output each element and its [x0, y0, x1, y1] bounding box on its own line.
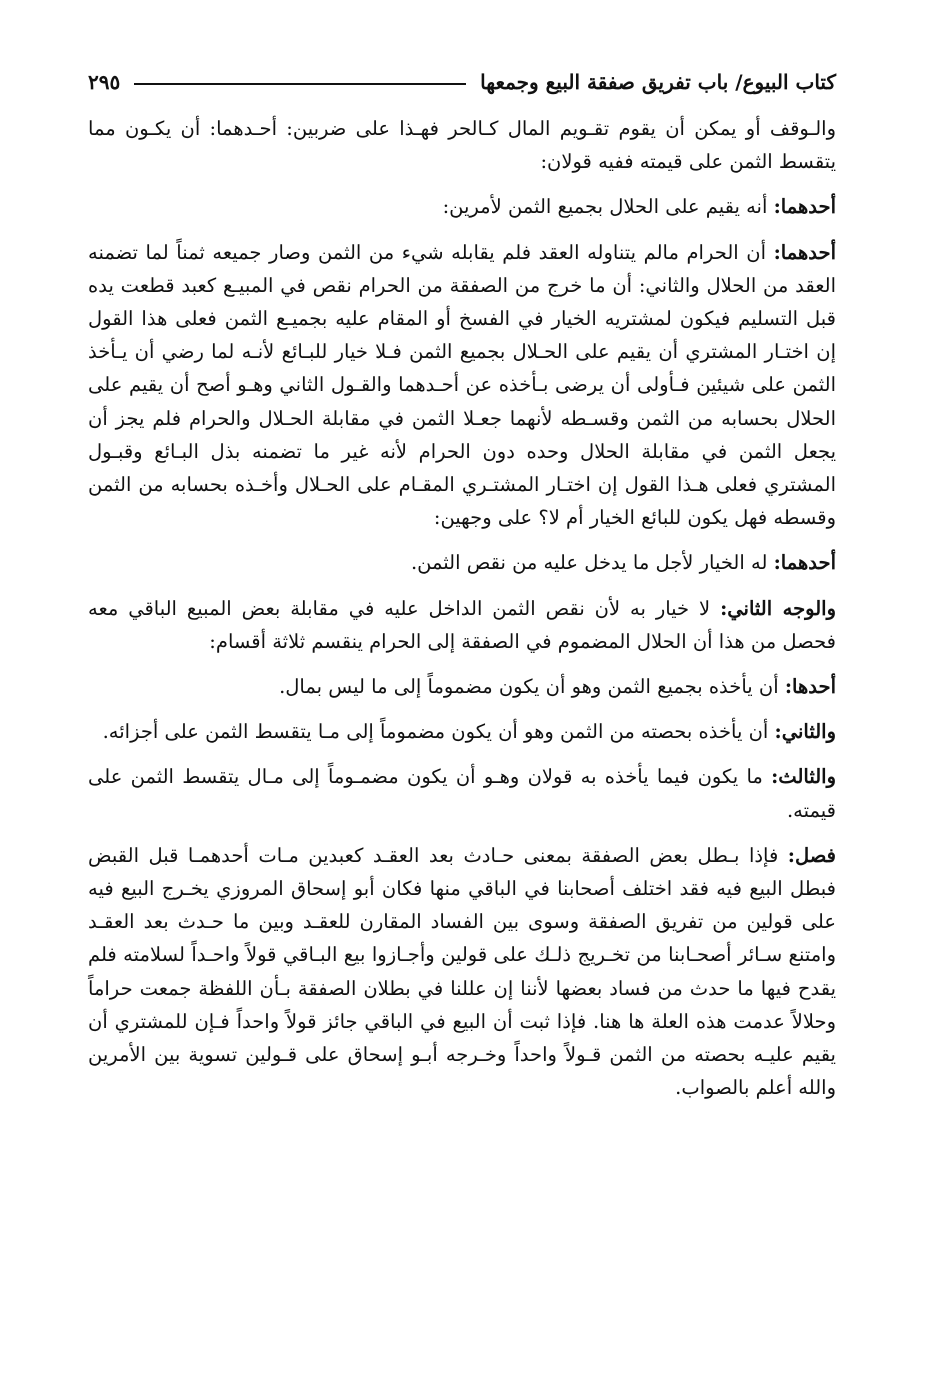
paragraph-text: فإذا بـطل بعض الصفقة بمعنى حـادث بعد العقـد كعبدين مـات أحدهمـا قبل القبض فبطل البيع فيه فقد اختلف أصحابنا في الباقي منها فكان أبو إسحاق المروزي يخـرج البيع فيه على قولين من تفريق الصفقة وسوى بين الفساد المقارن للعقـد وبين ما حـدث بعد العقـد وامتنع سـائر أصحـابنا من تخـريج ذلـك على قولين وأجـازوا بيع البـاقي قولاً واحـداً لسلامته فلم يقدح فيها ما حدث من فساد بعضها لأننا إن عللنا في بطلان الصفقة بـأن اللفظة جمعت حراماً وحلالاً عدمت هذه العلة ها هنا. فإذا ثبت أن البيع في الباقي جائز قولاً واحداً فـإن للمشتري أن يقيم عليـه بحصته من الثمن قـولاً واحداً وخـرجه أبـو إسحاق على قـولين تسوية بين الأمرين والله أعلم بالصواب. — [88, 843, 836, 1100]
book-page — [88, 60, 836, 1116]
paragraph-label: أحدهما: — [773, 240, 836, 264]
paragraph-4 — [88, 546, 836, 579]
paragraph-label: أحدهما: — [773, 195, 836, 219]
body-text — [88, 112, 836, 1104]
paragraph-6 — [88, 670, 836, 703]
paragraph-text: ما يكون فيما يأخذه به قولان وهـو أن يكون مضمـوماً إلى مـال يتقسط الثمن على قيمته. — [88, 765, 836, 822]
paragraph-2 — [88, 190, 836, 223]
paragraph-1 — [88, 112, 836, 178]
page-number: ٢٩٥ — [88, 70, 121, 94]
paragraph-label: أحدها: — [784, 675, 836, 699]
paragraph-7 — [88, 715, 836, 748]
paragraph-label: والوجه الثاني: — [720, 596, 837, 620]
running-header — [88, 60, 836, 104]
paragraph-text: له الخيار لأجل ما يدخل عليه من نقص الثمن. — [410, 551, 774, 575]
paragraph-text: والـوقف أو يمكن أن يقوم تقـويم المال كـالحر فهـذا على ضربين: أحـدهما: أن يكـون مما يتقسط الثمن على قيمته ففيه قولان: — [88, 117, 836, 174]
paragraph-label: والثالث: — [771, 765, 836, 789]
paragraph-text: أن يأخذه بجميع الثمن وهو أن يكون مضموماً إلى ما ليس بمال. — [279, 675, 785, 699]
running-title: كتاب البيوع/ باب تفريق صفقة البيع وجمعها — [480, 70, 836, 94]
paragraph-text: لا خيار به لأن نقص الثمن الداخل عليه في مقابلة بعض المبيع الباقي معه فحصل من هذا أن الحلال المضموم في الصفقة إلى الحرام ينقسم ثلاثة أقسام: — [88, 596, 836, 653]
paragraph-text: أن يأخذه بحصته من الثمن وهو أن يكون مضموماً إلى مـا يتقسط الثمن على أجزائه. — [102, 720, 775, 744]
paragraph-9 — [88, 839, 836, 1105]
header-rule — [134, 83, 466, 85]
paragraph-label: والثاني: — [774, 720, 836, 744]
paragraph-5 — [88, 592, 836, 658]
paragraph-text: أنه يقيم على الحلال بجميع الثمن لأمرين: — [442, 195, 774, 219]
paragraph-label: أحدهما: — [773, 551, 836, 575]
paragraph-3 — [88, 236, 836, 535]
paragraph-8 — [88, 760, 836, 826]
paragraph-text: أن الحرام مالم يتناوله العقد فلم يقابله شيء من الثمن وصار جميعه ثمناً لما تضمنه العقد من الحلال والثاني: أن ما خرج من الصفقة من الحرام نقص في المبيـع كعبد قطعت يده قبل التسليم فيكون لمشتريه الخيار في الفسخ أو المقام عليه بجميـع الثمن فعلى هذا القول إن اختـار المشتري أن يقيم على الحـلال بجميع الثمن فـلا خيار للبـائع لأنـه لما رضي أن يـأخذ الثمن على شيئين فـأولى أن يرضى بـأخذه عن أحـدهما والقـول الثاني وهـو أصح أن يقيم على الحلال بحسابه من الثمن وقسـطه لأنهما جعـلا الثمن في مقابلة الحـلال والحرام فلم يجز أن يجعل الثمن في مقابلة الحلال وحده دون الحرام لأنه غير ما تضمنه بذل البـائع وقبـول المشتري فعلى هـذا القول إن اختـار المشتـري المقـام على الحـلال وأخـذه بحسابه من الثمن وقسطه فهل يكون للبائع الخيار أم لا؟ على وجهين: — [88, 240, 836, 530]
section-label: فصل: — [787, 843, 836, 867]
